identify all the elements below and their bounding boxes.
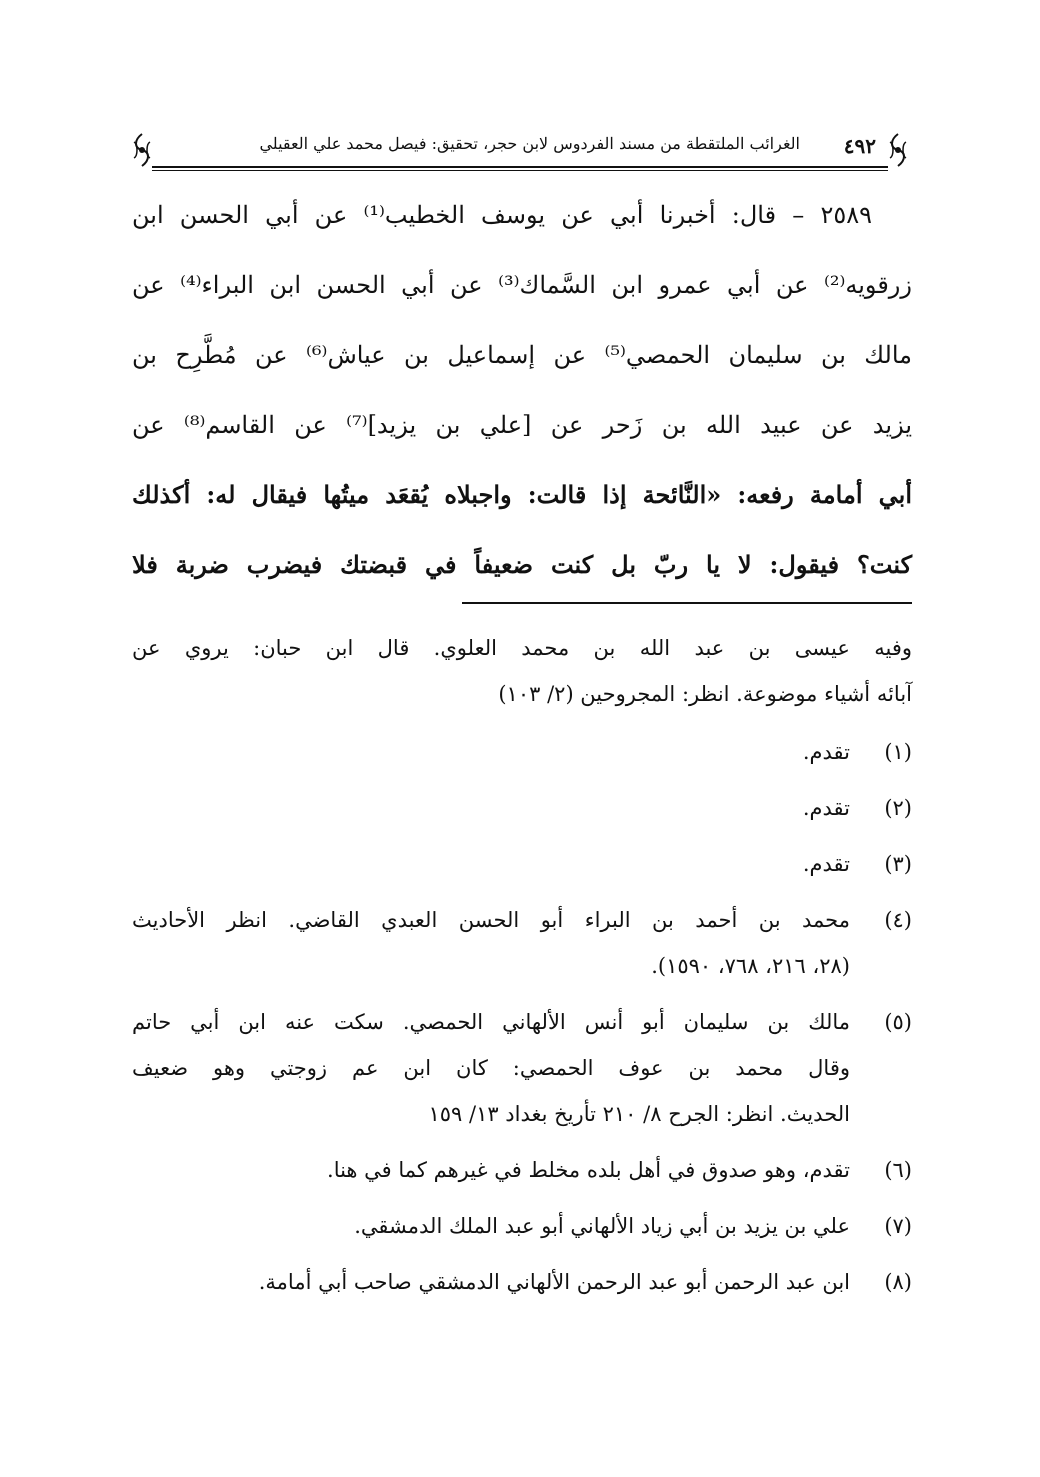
footnote-text: تقدم. (802, 852, 850, 876)
text-line: زرقويه⁽²⁾ عن أبي عمرو ابن السَّماك⁽³⁾ عن أبي الحسن ابن البراء⁽⁴⁾ عن (132, 271, 912, 299)
footnote-6 (132, 1147, 912, 1193)
footnote-1 (132, 729, 912, 775)
footnote-3 (132, 841, 912, 887)
footnote-number: (٣) (884, 852, 912, 876)
footnote-carryover-line: آبائه أشياء موضوعة. انظر: المجروحين (٢/ ١٠٣) (498, 682, 912, 706)
footnote-text: تقدم. (802, 740, 850, 764)
footnote-number: (٢) (884, 796, 912, 820)
text-line-bold: كنت؟ فيقول: لا يا ربّ بل كنت ضعيفاً في قبضتك فيضرب ضربة فلا (132, 550, 912, 579)
footnote-4 (132, 897, 912, 989)
footnote-text: علي بن يزيد بن أبي زياد الألهاني أبو عبد الملك الدمشقي. (354, 1214, 850, 1238)
running-title: الغرائب الملتقطة من مسند الفردوس لابن حجر، تحقيق: فيصل محمد علي العقيلي (259, 134, 800, 153)
footnote-8 (132, 1259, 912, 1305)
footnote-separator (462, 602, 912, 604)
header-rule (152, 166, 888, 168)
footnote-number: (٧) (884, 1214, 912, 1238)
footnote-text: ابن عبد الرحمن أبو عبد الرحمن الألهاني الدمشقي صاحب أبي أمامة. (258, 1270, 850, 1294)
footnote-number: (٤) (884, 908, 912, 932)
text-line: ٢٥٨٩ – قال: أخبرنا أبي عن يوسف الخطيب⁽¹⁾ عن أبي الحسن ابن (132, 201, 873, 229)
footnote-7 (132, 1203, 912, 1249)
footnote-text: تقدم، وهو صدوق في أهل بلده مخلط في غيرهم كما في هنا. (327, 1158, 850, 1182)
footnote-number: (٥) (884, 1010, 912, 1034)
footnote-number: (٦) (884, 1158, 912, 1182)
running-header (130, 128, 910, 172)
footnote-carryover-line: وفيه عيسى بن عبد الله بن محمد العلوي. قال ابن حبان: يروي عن (132, 636, 912, 660)
footnote-number: (٨) (884, 1270, 912, 1294)
text-line: مالك بن سليمان الحمصي⁽⁵⁾ عن إسماعيل بن عياش⁽⁶⁾ عن مُطَّرِح بن (132, 341, 913, 369)
footnote-number: (١) (884, 740, 912, 764)
hadith-text (132, 180, 912, 600)
footnote-text: الحديث. انظر: الجرح ٨/ ٢١٠ تأريخ بغداد ١٣/ ١٥٩ (428, 1102, 850, 1126)
footnote-2 (132, 785, 912, 831)
ornament-vignette-icon (886, 132, 910, 168)
ornament-vignette-icon (130, 132, 154, 168)
footnote-text: (٢٨، ٢١٦، ٧٦٨، ١٥٩٠). (651, 954, 850, 978)
text-line-bold: أبي أمامة رفعه: «النَّائحة إذا قالت: واجبلاه يُقعَد ميتُها فيقال له: أكذلك (132, 480, 913, 509)
header-rule-thin (152, 170, 888, 171)
footnotes (132, 625, 912, 1305)
footnote-text: وقال محمد بن عوف الحمصي: كان ابن عم زوجتي وهو ضعيف (132, 1056, 850, 1080)
footnote-text: محمد بن أحمد بن البراء أبو الحسن العبدي القاضي. انظر الأحاديث (132, 908, 850, 932)
footnote-5 (132, 999, 912, 1137)
page-number: ٤٩٢ (843, 134, 876, 158)
text-line: يزيد عن عبيد الله بن زَحر عن [علي بن يزيد]⁽⁷⁾ عن القاسم⁽⁸⁾ عن (132, 411, 912, 439)
footnote-text: مالك بن سليمان أبو أنس الألهاني الحمصي. سكت عنه ابن أبي حاتم (132, 1010, 850, 1034)
footnote-text: تقدم. (802, 796, 850, 820)
